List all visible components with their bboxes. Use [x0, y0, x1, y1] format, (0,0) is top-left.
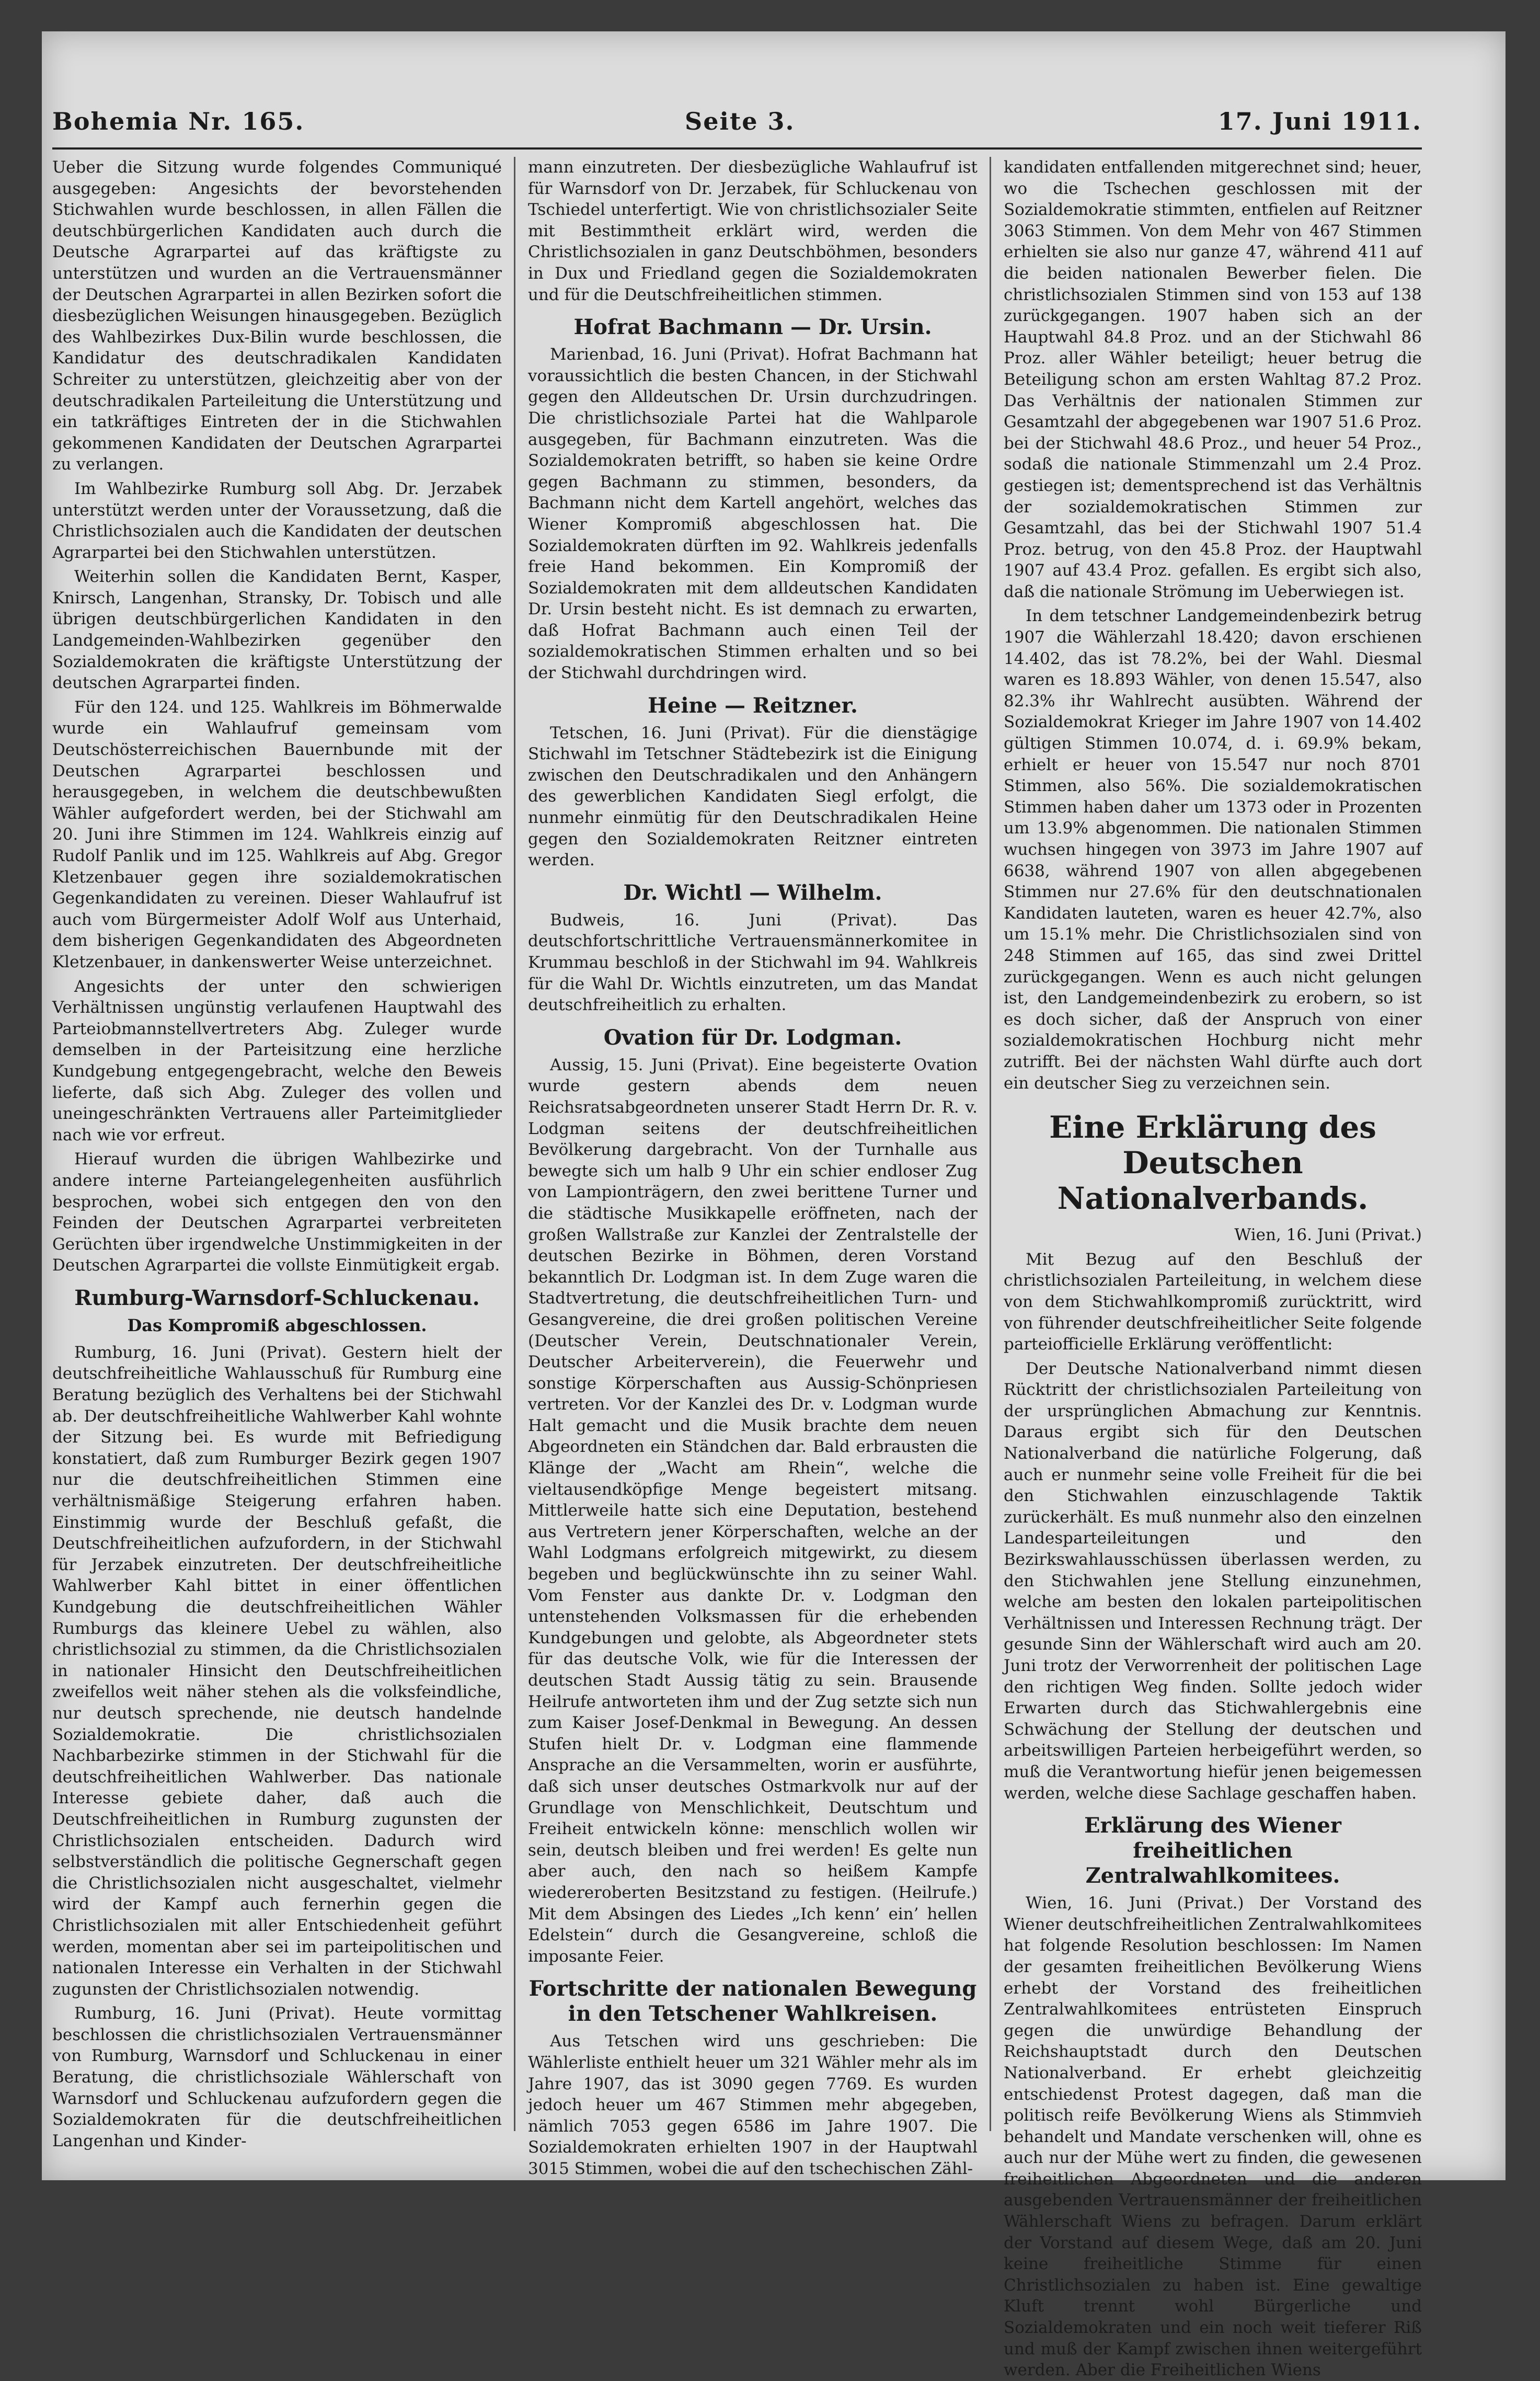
paragraph: kandidaten entfallenden mitgerechnet sind; heuer, wo die Tschechen geschlossen mit der Sozialdemokratie stimmten, entfielen auf Reitzner 3063 Stimmen. Von dem Mehr von 467 Stimmen erhielten sie also nur ganze 47, während 411 auf die beiden nationalen Bewerber fielen. Die christlichsozialen Stimmen sind von 153 auf 138 zurückgegangen. 1907 haben sich an der Hauptwahl 84.8 Proz. und an der Stichwahl 86 Proz. aller Wähler beteiligt; heuer betrug die Beteiligung schon am ersten Wahltag 87.2 Proz. Das Verhältnis der nationalen Stimmen zur Gesamtzahl der abgegebenen war 1907 51.6 Proz. bei der Stichwahl 48.6 Proz., und heuer 54 Proz., sodaß die nationale Stimmenzahl um 2.4 Proz. gestiegen ist; dementsprechend ist das Verhältnis der sozialdemokratischen Stimmen zur Gesamtzahl, das bei der Stichwahl 1907 51.4 Proz. betrug, von den 45.8 Proz. der Hauptwahl 1907 auf 43.4 Proz. gefallen. Es ergibt sich also, daß die nationale Strömung im Ueberwiegen ist.	[1004, 158, 1422, 601]
paragraph: Aus Tetschen wird uns geschrieben: Die Wählerliste enthielt heuer um 321 Wähler mehr als im Jahre 1907, das ist 3090 gegen 7769. Es wurden jedoch heuer um 467 Stimmen mehr abgegeben, nämlich 7053 gegen 6586 im Jahre 1907. Die Sozialdemokraten erhielten 1907 in der Hauptwahl 3015 Stimmen, wobei die auf den tschechischen Zähl-	[528, 2032, 978, 2178]
section-heading: Erklärung des Wiener freiheitlichen Zentralwahlkomitees.	[1084, 1813, 1341, 1888]
paragraph: Wien, 16. Juni (Privat.) Der Vorstand des Wiener deutschfreiheitlichen Zentralwahlkomitees hat folgende Resolution beschlossen: Im Namen der gesamten freiheitlichen Bevölkerung Wiens erhebt der Vorstand des freiheitlichen Zentralwahlkomitees entrüsteten Einspruch gegen die unwürdige Behandlung der Reichshauptstadt durch den Deutschen Nationalverband. Er erhebt gleichzeitig entschiedenst Protest dagegen, daß man die politisch reife Bevölkerung Wiens als Stimmvieh behandelt und Mandate verschenken will, ohne es auch nur der Mühe wert zu finden, die gewesenen freiheitlichen Abgeordneten und die anderen ausgebenden Vertrauensmänner der freiheitlichen Wählerschaft Wiens zu befragen. Darum erklärt der Vorstand auf diesem Wege, daß am 20. Juni keine freiheitliche Stimme für einen Christlichsozialen zu haben ist. Eine gewaltige Kluft trennt wohl Bürgerliche und Sozialdemokraten und ein noch weit tieferer Riß und muß der Kampf zwischen ihnen weitergeführt werden. Aber die Freiheitlichen Wiens	[1004, 1894, 1422, 2380]
section-heading: Eine Erklärung des Deutschen Nationalverbands.	[1049, 1109, 1376, 1217]
paragraph: Im Wahlbezirke Rumburg soll Abg. Dr. Jerzabek unterstützt werden unter der Voraussetzung, daß die Christlichsozialen auch die Kandidaten der deutschen Agrarpartei bei den Stichwahlen unterstützen.	[52, 479, 502, 562]
paragraph: Tetschen, 16. Juni (Privat). Für die dienstägige Stichwahl im Tetschner Städtebezirk ist die Einigung zwischen den Deutschradikalen und den Anhängern des gewerblichen Kandidaten Siegl erfolgt, die nunmehr einmütig für den Deutschradikalen Heine gegen den Sozialdemokraten Reitzner eintreten werden.	[528, 723, 978, 870]
section-subheading: Das Kompromiß abgeschlossen.	[127, 1315, 427, 1335]
column-2	[528, 157, 978, 2178]
page-number: Seite 3.	[685, 107, 795, 135]
column-1	[52, 157, 502, 2150]
dateline: Wien, 16. Juni (Privat.)	[1234, 1226, 1422, 1245]
paragraph: Aussig, 15. Juni (Privat). Eine begeisterte Ovation wurde gestern abends dem neuen Reichsratsabgeordneten unserer Stadt Herrn Dr. R. v. Lodgman seitens der deutschfreiheitlichen Bevölkerung dargebracht. Von der Turnhalle aus bewegte sich um halb 9 Uhr ein schier endloser Zug von Lampionträgern, den zwei berittene Turner und die städtische Musikkapelle eröffneten, nach der großen Wallstraße zur Kanzlei der Zentralstelle der deutschen Bezirke in Böhmen, deren Vorstand bekanntlich Dr. Lodgman ist. In dem Zuge waren die Stadtvertretung, die deutschfreiheitlichen Turn- und Gesangvereine, die drei großen politischen Vereine (Deutscher Verein, Deutschnationaler Verein, Deutscher Arbeiterverein), die Feuerwehr und sonstige Körperschaften aus Aussig-Schönpriesen vertreten. Vor der Kanzlei des Dr. v. Lodgman wurde Halt gemacht und die Musik brachte dem neuen Abgeordneten ein Ständchen dar. Bald erbrausten die Klänge der „Wacht am Rhein“, welche die vieltausendköpfige Menge begeistert mitsang. Mittlerweile hatte sich eine Deputation, bestehend aus Vertretern jener Körperschaften, welche an der Wahl Lodgmans erfolgreich mitgewirkt, zu diesem begeben und beglückwünschte ihn zu seiner Wahl. Vom Fenster aus dankte Dr. v. Lodgman den untenstehenden Volksmassen für die erhebenden Kundgebungen und gelobte, als Abgeordneter stets für das deutsche Volk, wie für die Interessen der deutschen Stadt Aussig tätig zu sein. Brausende Heilrufe antworteten ihm und der Zug setzte sich nun zum Kaiser Josef-Denkmal in Bewegung. An dessen Stufen hielt Dr. v. Lodgman eine flammende Ansprache an die Versammelten, worin er ausführte, daß sich unser deutsches Ostmarkvolk nur auf der Grundlage von Menschlichkeit, Deutschtum und Freiheit entwickeln könne: menschlich wollen wir sein, deutsch bleiben und frei werden! Es gelte nun aber auch, den nach so heißem Kampfe wiedereroberten Besitzstand zu festigen. (Heilrufe.) Mit dem Absingen des Liedes „Ich kenn’ ein’ hellen Edelstein“ durch die Gesangvereine, schloß die imposante Feier.	[528, 1055, 978, 1966]
section-heading: Heine — Reitzner.	[648, 693, 858, 718]
paragraph: Budweis, 16. Juni (Privat). Das deutschfortschrittliche Vertrauensmännerkomitee in Krummau beschloß in der Stichwahl im 94. Wahlkreis für die Wahl Dr. Wichtls einzutreten, um das Mandat deutschfreiheitlich zu erhalten.	[528, 910, 978, 1015]
section-heading: Rumburg-Warnsdorf-Schluckenau.	[74, 1285, 480, 1310]
issue-date: 17. Juni 1911.	[1217, 107, 1422, 135]
column-divider	[514, 157, 515, 2131]
paragraph: Ueber die Sitzung wurde folgendes Communiqué ausgegeben: Angesichts der bevorstehenden Stichwahlen wurde beschlossen, in allen Fällen die deutschbürgerlichen Kandidaten auch durch die Deutsche Agrarpartei auf das kräftigste zu unterstützen und wurden an die Vertrauensmänner der Deutschen Agrarpartei in allen Bezirken sofort die diesbezüglichen Weisungen hinausgegeben. Bezüglich des Wahlbezirkes Dux-Bilin wurde beschlossen, die Kandidatur des deutschradikalen Kandidaten Schreiter zu unterstützen, gleichzeitig aber von der deutschradikalen Parteileitung die Unterstützung und ein tatkräftiges Eintreten der in die Stichwahlen gekommenen Kandidaten der Deutschen Agrarpartei zu verlangen.	[52, 158, 502, 474]
section-heading: Dr. Wichtl — Wilhelm.	[623, 880, 882, 905]
section-heading: Ovation für Dr. Lodgman.	[603, 1025, 902, 1050]
paragraph: Marienbad, 16. Juni (Privat). Hofrat Bachmann hat voraussichtlich die besten Chancen, in der Stichwahl gegen den Alldeutschen Dr. Ursin durchzudringen. Die christlichsoziale Partei hat die Wahlparole ausgegeben, für Bachmann einzutreten. Was die Sozialdemokraten betrifft, so haben sie keine Ordre gegen Bachmann zu stimmen, besonders, da Bachmann nicht dem Kartell angehört, welches das Wiener Kompromiß abgeschlossen hat. Die Sozialdemokraten dürften im 92. Wahlkreis jedenfalls freie Hand bekommen. Ein Kompromiß der Sozialdemokraten mit dem alldeutschen Kandidaten Dr. Ursin besteht nicht. Es ist demnach zu erwarten, daß Hofrat Bachmann auch einen Teil der sozialdemokratischen Stimmen erhalten und so bei der Stichwahl durchdringen wird.	[528, 345, 978, 683]
paragraph: Mit Bezug auf den Beschluß der christlichsozialen Parteileitung, in welchem diese von dem Stichwahlkompromiß zurücktritt, wird von führender deutschfreiheitlicher Seite folgende parteiofficielle Erklärung veröffentlicht:	[1004, 1250, 1422, 1354]
masthead-issue: Bohemia Nr. 165.	[52, 107, 305, 135]
column-3	[1004, 157, 1422, 2380]
paragraph: Für den 124. und 125. Wahlkreis im Böhmerwalde wurde ein Wahlaufruf gemeinsam vom Deutschösterreichischen Bauernbunde mit der Deutschen Agrarpartei beschlossen und herausgegeben, in welchem die deutschbewußten Wähler aufgefordert werden, bei der Stichwahl am 20. Juni ihre Stimmen im 124. Wahlkreis einzig auf Rudolf Panlik und im 125. Wahlkreis auf Abg. Gregor Kletzenbauer gegen ihre sozialdemokratischen Gegenkandidaten zu vereinen. Dieser Wahlaufruf ist auch vom Bürgermeister Adolf Wolf aus Unterhaid, dem bisherigen Gegenkandidaten des Abgeordneten Kletzenbauer, in dankenswerter Weise unterzeichnet.	[52, 697, 502, 971]
paragraph: Rumburg, 16. Juni (Privat). Heute vormittag beschlossen die christlichsozialen Vertrauensmänner von Rumburg, Warnsdorf und Schluckenau in einer Beratung, die christlichsoziale Wählerschaft von Warnsdorf und Schluckenau aufzufordern gegen die Sozialdemokraten für die deutschfreiheitlichen Langenhan und Kinder-	[52, 2004, 502, 2150]
column-divider	[990, 157, 991, 2131]
paragraph: In dem tetschner Landgemeindenbezirk betrug 1907 die Wählerzahl 18.420; davon erschienen 14.402, das ist 78.2%, bei der Wahl. Diesmal waren es 18.893 Wähler, von denen 15.547, also 82.3% ihr Wahlrecht ausübten. Während der Sozialdemokrat Krieger im Jahre 1907 von 14.402 gültigen Stimmen 10.074, d. i. 69.9% bekam, erhielt er heuer von 15.547 nur noch 8701 Stimmen, also 56%. Die sozialdemokratischen Stimmen haben daher um 1373 oder in Prozenten um 13.9% abgenommen. Die nationalen Stimmen wuchsen hingegen von 3973 im Jahre 1907 auf 6638, während 1907 von allen abgegebenen Stimmen nur 27.6% für den deutschnationalen Kandidaten lauteten, waren es heuer 42.7%, also um 15.1% mehr. Die Christlichsozialen sind von 248 Stimmen auf 165, das sind zwei Drittel zurückgegangen. Wenn es auch nicht gelungen ist, den Landgemeindenbezirk zu erobern, so ist es doch sicher, daß der Anspruch von einer sozialdemokratischen Hochburg nicht mehr zutrifft. Bei der nächsten Wahl dürfte auch dort ein deutscher Sieg zu verzeichnen sein.	[1004, 606, 1422, 1093]
section-heading: Fortschritte der nationalen Bewegung in den Tetschener Wahlkreisen.	[528, 1976, 977, 2027]
header-rule	[52, 147, 1422, 150]
paragraph: Angesichts der unter den schwierigen Verhältnissen ungünstig verlaufenen Hauptwahl des Parteiobmannstellvertreters Abg. Zuleger wurde demselben in der Parteisitzung eine herzliche Kundgebung entgegengebracht, welche den Beweis lieferte, daß sich Abg. Zuleger des vollen und uneingeschränkten Vertrauens aller Parteimitglieder nach wie vor erfreut.	[52, 977, 502, 1144]
paragraph: Hierauf wurden die übrigen Wahlbezirke und andere interne Parteiangelegenheiten ausführlich besprochen, wobei sich entgegen den von den Feinden der Deutschen Agrarpartei verbreiteten Gerüchten über irgendwelche Unstimmigkeiten in der Deutschen Agrarpartei die vollste Einmütigkeit ergab.	[52, 1150, 502, 1275]
paragraph: Weiterhin sollen die Kandidaten Bernt, Kasper, Knirsch, Langenhan, Stransky, Dr. Tobisch und alle übrigen deutschbürgerlichen Kandidaten in den Landgemeinden-Wahlbezirken gegenüber den Sozialdemokraten die kräftigste Unterstützung der deutschen Agrarpartei finden.	[52, 567, 502, 693]
paragraph: Rumburg, 16. Juni (Privat). Gestern hielt der deutschfreiheitliche Wahlausschuß für Rumburg eine Beratung bezüglich des Verhaltens bei der Stichwahl ab. Der deutschfreiheitliche Wahlwerber Kahl wohnte der Sitzung bei. Es wurde mit Befriedigung konstatiert, daß zum Rumburger Bezirk gegen 1907 nur die deutschfreiheitlichen Stimmen eine verhältnismäßige Steigerung erfahren haben. Einstimmig wurde der Beschluß gefaßt, die Deutschfreiheitlichen aufzufordern, in der Stichwahl für Jerzabek einzutreten. Der deutschfreiheitliche Wahlwerber Kahl bittet in einer öffentlichen Kundgebung die deutschfreiheitlichen Wähler Rumburgs das kleinere Uebel zu wählen, also christlichsozial zu stimmen, da die Christlichsozialen in nationaler Hinsicht den Deutschfreiheitlichen zweifellos weit näher stehen als die volksfeindliche, nur deutsch sprechende, nie deutsch handelnde Sozialdemokratie. Die christlichsozialen Nachbarbezirke stimmen in der Stichwahl für die deutschfreiheitlichen Wahlwerber. Das nationale Interesse gebiete daher, daß auch die Deutschfreiheitlichen in Rumburg zugunsten der Christlichsozialen entscheiden. Dadurch wird selbstverständlich die politische Gegnerschaft gegen die Christlichsozialen nicht ausgeschaltet, vielmehr wird der Kampf auch fernerhin gegen die Christlichsozialen mit aller Entschiedenheit geführt werden, momentan aber sei im parteipolitischen und nationalen Interesse ein Verhalten in der Stichwahl zugunsten der Christlichsozialen notwendig.	[52, 1343, 502, 1999]
section-heading: Hofrat Bachmann — Dr. Ursin.	[573, 315, 932, 340]
paragraph: Der Deutsche Nationalverband nimmt diesen Rücktritt der christlichsozialen Parteileitung von der ursprünglichen Abmachung zur Kenntnis. Daraus ergibt sich für den Deutschen Nationalverband die natürliche Folgerung, daß auch er nunmehr seine volle Freiheit für die bei den Stichwahlen einzuschlagende Taktik zurückerhält. Es muß nunmehr also den einzelnen Landesparteileitungen und den Bezirkswahlausschüssen überlassen werden, zu den Stichwahlen jene Stellung einzunehmen, welche am besten den lokalen parteipolitischen Verhältnissen und Interessen Rechnung trägt. Der gesunde Sinn der Wählerschaft wird auch am 20. Juni trotz der Verworrenheit der politischen Lage den richtigen Weg finden. Sollte jedoch wider Erwarten durch das Stichwahlergebnis eine Schwächung der Stellung der deutschen und arbeitswilligen Parteien herbeigeführt werden, so muß die Verantwortung hiefür jenen beigemessen werden, welche diese Sachlage geschaffen haben.	[1004, 1359, 1422, 1803]
paragraph: mann einzutreten. Der diesbezügliche Wahlaufruf ist für Warnsdorf von Dr. Jerzabek, für Schluckenau von Tschiedel unterfertigt. Wie von christlichsozialer Seite mit Bestimmtheit erklärt wird, werden die Christlichsozialen in ganz Deutschböhmen, besonders in Dux und Friedland gegen die Sozialdemokraten und für die Deutschfreiheitlichen stimmen.	[528, 158, 978, 304]
page-header	[52, 107, 1422, 144]
